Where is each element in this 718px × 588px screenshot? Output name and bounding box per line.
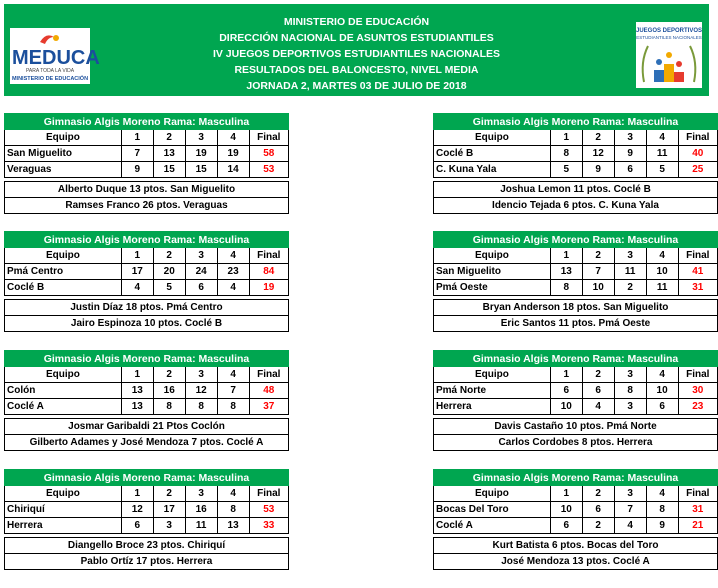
game-result-table [4,113,289,214]
column-header: 2 [153,486,185,502]
top-scorer-note: Diangello Broce 23 ptos. Chiriquí [5,538,289,554]
column-header: 4 [646,367,678,383]
game-result-table [433,350,718,451]
team-row [434,280,718,296]
quarter-score: 8 [217,502,249,518]
quarter-score: 9 [646,518,678,534]
team-row [434,518,718,534]
logo-ministry: MINISTERIO DE EDUCACIÓN [11,76,89,82]
quarter-score: 7 [582,264,614,280]
quarter-score: 2 [614,280,646,296]
quarter-score: 10 [582,280,614,296]
quarter-score: 6 [582,502,614,518]
game-result-table [433,231,718,332]
column-header: 2 [582,248,614,264]
top-scorer-note: Davis Castaño 10 ptos. Pmá Norte [434,419,718,435]
top-scorer-note: José Mendoza 13 ptos. Coclé A [434,554,718,570]
column-header: Equipo [434,486,551,502]
logo-tagline: PARA TODA LA VIDA [25,68,75,74]
quarter-score: 14 [217,162,249,178]
quarter-score: 2 [582,518,614,534]
game-result-table [433,469,718,570]
column-header: 4 [646,248,678,264]
column-header: Final [678,486,717,502]
team-row [434,383,718,399]
header-line: JORNADA 2, MARTES 03 DE JULIO DE 2018 [246,80,467,92]
final-score: 23 [678,399,717,415]
top-scorer-note: Joshua Lemon 11 ptos. Coclé B [434,182,718,198]
column-header: 1 [121,367,153,383]
top-scorer-note: Ramses Franco 26 ptos. Veraguas [5,198,289,214]
quarter-score: 9 [582,162,614,178]
column-header: 3 [614,486,646,502]
final-score: 41 [678,264,717,280]
game-result-table [4,350,289,451]
quarter-score: 16 [153,383,185,399]
final-score: 84 [249,264,288,280]
team-row [434,502,718,518]
final-score: 31 [678,280,717,296]
team-name: Coclé A [434,518,551,534]
team-name: Colón [5,383,122,399]
top-scorer-note: Justin Díaz 18 ptos. Pmá Centro [5,300,289,316]
team-name: Chiriquí [5,502,122,518]
quarter-score: 16 [185,502,217,518]
final-score: 40 [678,146,717,162]
quarter-score: 19 [185,146,217,162]
venue-header: Gimnasio Algis Moreno Rama: Masculina [434,114,718,130]
quarter-score: 6 [550,518,582,534]
header-title [4,14,709,94]
team-name: Pmá Norte [434,383,551,399]
team-row [434,146,718,162]
column-header: 3 [614,367,646,383]
header-line: IV JUEGOS DEPORTIVOS ESTUDIANTILES NACIONALES [212,48,501,60]
final-score: 25 [678,162,717,178]
quarter-score: 7 [614,502,646,518]
logo-name: MEDUCA [12,47,100,69]
top-scorer-note: Jairo Espinoza 10 ptos. Coclé B [5,316,289,332]
quarter-score: 8 [217,399,249,415]
quarter-score: 17 [153,502,185,518]
quarter-score: 12 [185,383,217,399]
quarter-score: 10 [646,383,678,399]
column-header: Final [678,248,717,264]
column-header: 2 [582,130,614,146]
quarter-score: 7 [217,383,249,399]
column-header: 4 [217,486,249,502]
team-name: San Miguelito [434,264,551,280]
column-header: Equipo [5,248,122,264]
column-header: 2 [153,367,185,383]
quarter-score: 13 [121,399,153,415]
final-score: 30 [678,383,717,399]
top-scorer-note: Bryan Anderson 18 ptos. San Miguelito [434,300,718,316]
top-scorer-note: Kurt Batista 6 ptos. Bocas del Toro [434,538,718,554]
team-name: Coclé A [5,399,122,415]
team-row [5,280,289,296]
quarter-score: 13 [121,383,153,399]
header-banner [4,4,709,96]
column-header: Final [249,130,288,146]
venue-header: Gimnasio Algis Moreno Rama: Masculina [434,470,718,486]
team-row [434,399,718,415]
quarter-score: 11 [185,518,217,534]
game-result-table [4,469,289,570]
header-line: RESULTADOS DEL BALONCESTO, NIVEL MEDIA [234,64,479,76]
quarter-score: 3 [614,399,646,415]
team-row [5,162,289,178]
final-score: 53 [249,502,288,518]
quarter-score: 24 [185,264,217,280]
game-result-table [433,113,718,214]
column-header: 1 [121,248,153,264]
top-scorer-note: Alberto Duque 13 ptos. San Miguelito [5,182,289,198]
quarter-score: 4 [217,280,249,296]
top-scorer-note: Pablo Ortíz 17 ptos. Herrera [5,554,289,570]
venue-header: Gimnasio Algis Moreno Rama: Masculina [434,351,718,367]
column-header: 2 [153,248,185,264]
column-header: 1 [550,367,582,383]
column-header: 3 [185,367,217,383]
top-scorer-note: Idencio Tejada 6 ptos. C. Kuna Yala [434,198,718,214]
quarter-score: 6 [614,162,646,178]
column-header: 4 [646,130,678,146]
column-header: 2 [582,486,614,502]
venue-header: Gimnasio Algis Moreno Rama: Masculina [5,470,289,486]
team-name: Veraguas [5,162,122,178]
column-header: Equipo [434,248,551,264]
final-score: 48 [249,383,288,399]
quarter-score: 11 [646,280,678,296]
quarter-score: 8 [646,502,678,518]
juegos-deportivos-logo [636,22,702,88]
column-header: Equipo [434,367,551,383]
quarter-score: 3 [153,518,185,534]
venue-header: Gimnasio Algis Moreno Rama: Masculina [5,114,289,130]
team-name: Bocas Del Toro [434,502,551,518]
column-header: 4 [217,130,249,146]
column-header: Equipo [434,130,551,146]
quarter-score: 4 [614,518,646,534]
column-header: 3 [614,248,646,264]
quarter-score: 12 [582,146,614,162]
final-score: 31 [678,502,717,518]
quarter-score: 10 [550,399,582,415]
quarter-score: 7 [121,146,153,162]
logo-right-text-1: JUEGOS DEPORTIVOS [635,28,703,34]
column-header: Final [249,486,288,502]
final-score: 21 [678,518,717,534]
quarter-score: 5 [153,280,185,296]
venue-header: Gimnasio Algis Moreno Rama: Masculina [434,232,718,248]
top-scorer-note: Eric Santos 11 ptos. Pmá Oeste [434,316,718,332]
column-header: 4 [646,486,678,502]
team-row [5,264,289,280]
column-header: Final [678,367,717,383]
header-line: DIRECCIÓN NACIONAL DE ASUNTOS ESTUDIANTILES [219,32,494,44]
quarter-score: 20 [153,264,185,280]
team-name: San Miguelito [5,146,122,162]
quarter-score: 15 [153,162,185,178]
quarter-score: 23 [217,264,249,280]
column-header: Final [249,367,288,383]
quarter-score: 9 [121,162,153,178]
column-header: 4 [217,367,249,383]
quarter-score: 6 [582,383,614,399]
final-score: 19 [249,280,288,296]
quarter-score: 9 [614,146,646,162]
top-scorer-note: Gilberto Adames y José Mendoza 7 ptos. Coclé A [5,435,289,451]
column-header: 1 [121,486,153,502]
quarter-score: 13 [153,146,185,162]
quarter-score: 17 [121,264,153,280]
column-header: 3 [185,130,217,146]
team-row [434,162,718,178]
quarter-score: 8 [550,146,582,162]
team-name: Coclé B [434,146,551,162]
quarter-score: 10 [646,264,678,280]
quarter-score: 8 [550,280,582,296]
team-name: Pmá Centro [5,264,122,280]
quarter-score: 6 [646,399,678,415]
final-score: 53 [249,162,288,178]
quarter-score: 13 [217,518,249,534]
column-header: 3 [614,130,646,146]
column-header: 4 [217,248,249,264]
team-row [5,146,289,162]
column-header: 1 [550,130,582,146]
team-row [434,264,718,280]
final-score: 58 [249,146,288,162]
quarter-score: 12 [121,502,153,518]
top-scorer-note: Carlos Cordobes 8 ptos. Herrera [434,435,718,451]
quarter-score: 5 [550,162,582,178]
column-header: Equipo [5,486,122,502]
quarter-score: 8 [185,399,217,415]
column-header: Equipo [5,367,122,383]
column-header: 1 [550,486,582,502]
team-row [5,518,289,534]
quarter-score: 8 [614,383,646,399]
team-name: Coclé B [5,280,122,296]
header-line: MINISTERIO DE EDUCACIÓN [283,16,430,28]
logo-right-text-2: ESTUDIANTILES NACIONALES [636,35,702,40]
quarter-score: 6 [121,518,153,534]
team-row [5,502,289,518]
quarter-score: 10 [550,502,582,518]
quarter-score: 15 [185,162,217,178]
column-header: Equipo [5,130,122,146]
game-result-table [4,231,289,332]
quarter-score: 11 [646,146,678,162]
quarter-score: 8 [153,399,185,415]
column-header: Final [249,248,288,264]
final-score: 33 [249,518,288,534]
column-header: 2 [582,367,614,383]
quarter-score: 13 [550,264,582,280]
team-row [5,399,289,415]
quarter-score: 19 [217,146,249,162]
quarter-score: 5 [646,162,678,178]
final-score: 37 [249,399,288,415]
quarter-score: 11 [614,264,646,280]
top-scorer-note: Josmar Garibaldi 21 Ptos Coclón [5,419,289,435]
column-header: 1 [121,130,153,146]
quarter-score: 4 [121,280,153,296]
column-header: 3 [185,248,217,264]
team-name: Herrera [5,518,122,534]
quarter-score: 6 [185,280,217,296]
column-header: 1 [550,248,582,264]
venue-header: Gimnasio Algis Moreno Rama: Masculina [5,232,289,248]
quarter-score: 4 [582,399,614,415]
column-header: 3 [185,486,217,502]
venue-header: Gimnasio Algis Moreno Rama: Masculina [5,351,289,367]
team-row [5,383,289,399]
team-name: C. Kuna Yala [434,162,551,178]
team-name: Pmá Oeste [434,280,551,296]
column-header: 2 [153,130,185,146]
quarter-score: 6 [550,383,582,399]
team-name: Herrera [434,399,551,415]
column-header: Final [678,130,717,146]
